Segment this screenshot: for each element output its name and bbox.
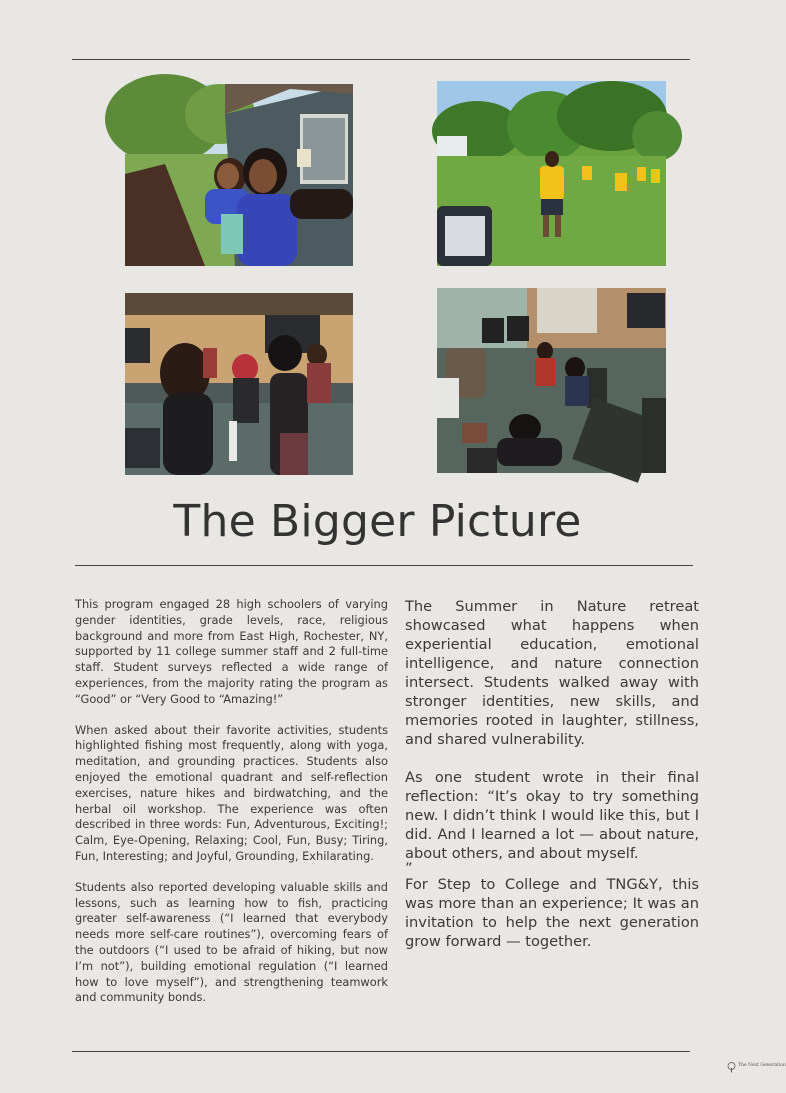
left-column [75,597,388,1021]
right-paragraph-1: The Summer in Nature retreat showcased what happens when experiential education, emotional intelligence, and nature connection intersect. Students walked away with stronger identities, new skills, and memories rooted in laughter, stillness, and shared vulnerability. [405,598,699,748]
footer-logo [726,1061,786,1075]
closing-quote-mark: ” [405,860,413,877]
right-column [405,597,699,970]
top-rule [72,59,690,60]
left-paragraph-2: When asked about their favorite activities, students highlighted fishing most frequently, along with yoga, meditation, and grounding practices. Students also enjoyed the emotional quadrant and self-reflection exercises, nature hikes and birdwatching, and the herbal oil workshop. The experience was often described in three words: Fun, Adventurous, Exciting!; Calm, Eye-Opening, Relaxing; Cool, Fun, Busy; Tiring, Fun, Interesting; and Joyful, Grounding, Exhilarating. [75,722,388,863]
indoor-group-photo [125,293,353,475]
left-paragraph-3: Students also reported developing valuable skills and lessons, such as learning how to fish, practicing greater self-awareness (“I learned that everybody needs more self-care routines”), overcoming fears of the outdoors (“I used to be afraid of hiking, but now I’m not”), building emotional regulation (“I learned how to love myself”), and strengthening teamwork and community bonds. [75,879,388,1005]
title-rule [75,565,693,566]
page-title: The Bigger Picture [173,496,582,547]
floor-activity-photo [437,288,666,473]
right-paragraph-2: As one student wrote in their final reflection: “It’s okay to try something new. I didn’t think I would like this, but I did. And I learned a lot — about nature, about others, and about myself. [405,769,699,862]
logo-text: The Next Generation [738,1063,786,1068]
right-paragraph-3: For Step to College and TNG&Y, this was more than an experience; It was an invitation to help the next generation grow forward — together. [405,876,699,950]
field-games-photo [437,81,666,266]
tree-icon [726,1062,737,1073]
selfie-photo [125,84,353,266]
bottom-rule [72,1051,690,1052]
left-paragraph-1: This program engaged 28 high schoolers of varying gender identities, grade levels, race, religious background and more from East High, Rochester, NY, supported by 11 college summer staff and 2 full-time staff. Student surveys reflected a wide range of experiences, from the majority rating the program as “Good” or “Very Good to “Amazing!” [75,597,388,706]
